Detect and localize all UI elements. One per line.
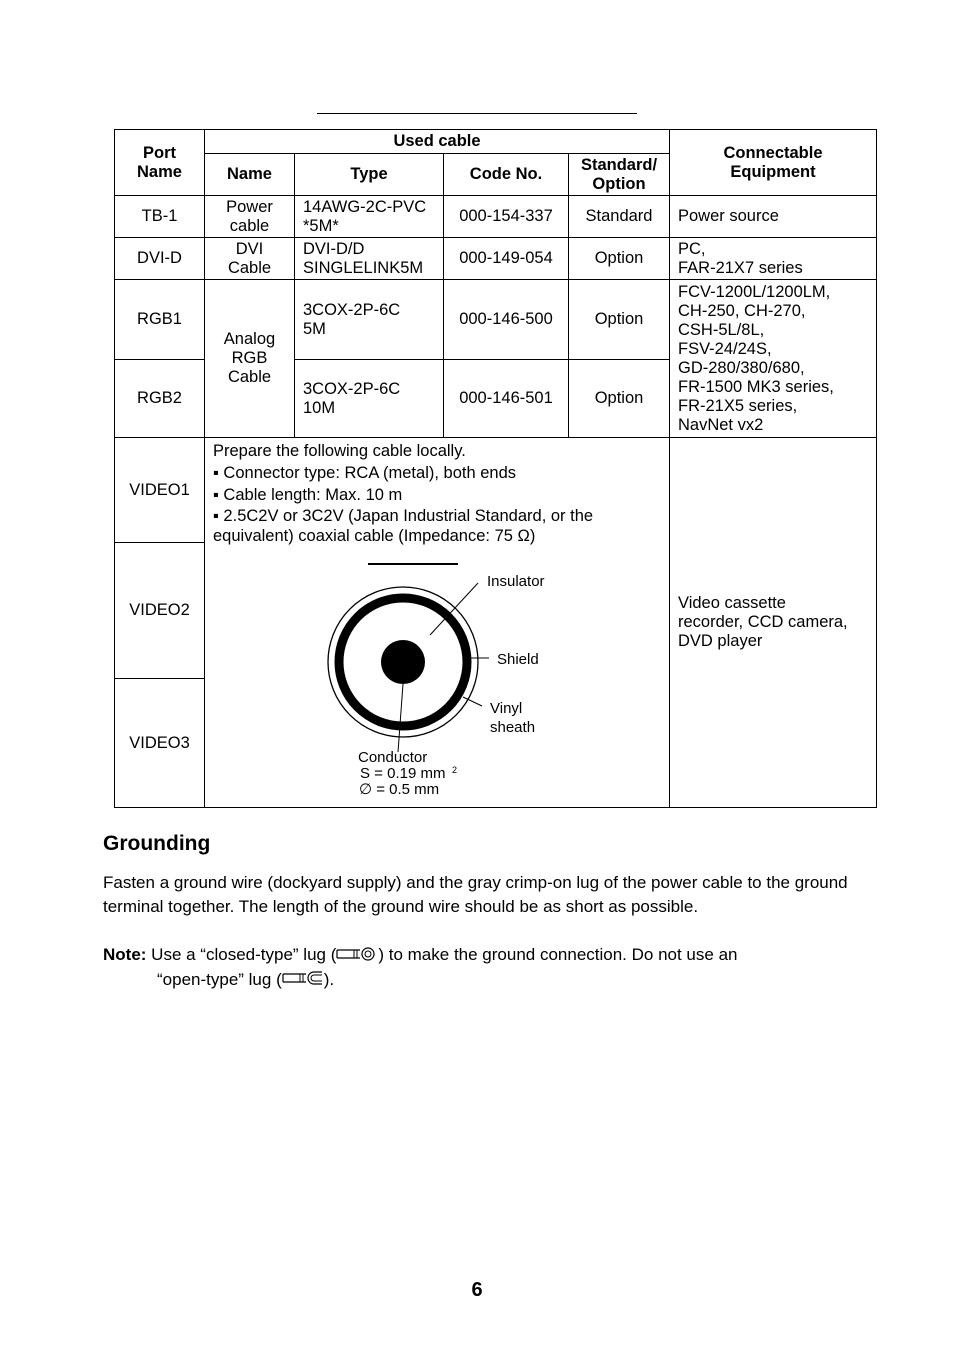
- name-cell: Power cable: [205, 196, 295, 238]
- grounding-note: [103, 943, 893, 992]
- equipment-cell: Power source: [670, 196, 877, 238]
- shield-label: Shield: [497, 651, 539, 668]
- closed-lug-icon: [336, 944, 378, 968]
- std-cell: Option: [569, 360, 670, 438]
- cable-table: [114, 129, 877, 808]
- header-connectable-equipment: Connectable Equipment: [670, 130, 877, 196]
- note-text: Use a “closed-type” lug (: [146, 945, 337, 964]
- table-row: [115, 196, 877, 238]
- port-cell-video1: VIDEO1: [115, 438, 205, 543]
- conductor-diameter: ∅ = 0.5 mm: [359, 781, 440, 798]
- std-cell: Standard: [569, 196, 670, 238]
- code-cell: 000-146-500: [444, 280, 569, 360]
- vinyl-leader: [463, 697, 482, 706]
- header-code-no: Code No.: [444, 154, 569, 196]
- std-cell: Option: [569, 280, 670, 360]
- note-text: “open-type” lug (: [157, 969, 282, 989]
- name-cell: Analog RGB Cable: [205, 280, 295, 438]
- table-row: [115, 238, 877, 280]
- insulator-label: Insulator: [487, 573, 545, 590]
- section-heading: Grounding: [103, 832, 211, 855]
- type-cell: 3COX-2P-6C 10M: [295, 360, 444, 438]
- table-row: [115, 438, 877, 543]
- std-cell: Option: [569, 238, 670, 280]
- area-superscript: 2: [452, 765, 458, 775]
- video-intro: Prepare the following cable locally.: [213, 442, 466, 460]
- header-used-cable: Used cable: [205, 130, 670, 154]
- name-cell: DVI Cable: [205, 238, 295, 280]
- video-bullet: ▪ Cable length: Max. 10 m: [213, 486, 403, 504]
- port-cell: DVI-D: [115, 238, 205, 280]
- header-standard-option: Standard/ Option: [569, 154, 670, 196]
- sheath-label: sheath: [490, 719, 536, 736]
- conductor-leader: [398, 684, 403, 752]
- type-cell: DVI-D/D SINGLELINK5M: [295, 238, 444, 280]
- video-equipment-cell: Video cassette recorder, CCD camera, DVD player: [670, 438, 877, 808]
- port-cell: TB-1: [115, 196, 205, 238]
- port-cell: RGB2: [115, 360, 205, 438]
- note-text: ) to make the ground connection. Do not use an: [378, 945, 738, 964]
- conductor-area: S = 0.19 mm: [360, 765, 446, 782]
- type-cell: 14AWG-2C-PVC *5M*: [295, 196, 444, 238]
- port-cell-video2: VIDEO2: [115, 543, 205, 679]
- equipment-cell: PC, FAR-21X7 series: [670, 238, 877, 280]
- header-name: Name: [205, 154, 295, 196]
- conductor-core: [381, 640, 425, 684]
- grounding-paragraph: Fasten a ground wire (dockyard supply) and the gray crimp-on lug of the power cable to the ground terminal together. The length of the ground wire should be as short as possible.: [103, 873, 848, 916]
- code-cell: 000-146-501: [444, 360, 569, 438]
- vinyl-label: Vinyl: [490, 700, 523, 717]
- video-bullet: ▪ 2.5C2V or 3C2V (Japan Industrial Standard, or the equivalent) coaxial cable (Impedance: 75 Ω): [213, 507, 594, 545]
- page-number: 6: [471, 1279, 483, 1301]
- table-row: [115, 280, 877, 360]
- port-cell-video3: VIDEO3: [115, 679, 205, 808]
- coaxial-cable-diagram: [323, 562, 563, 802]
- equipment-cell: FCV-1200L/1200LM, CH-250, CH-270, CSH-5L/8L, FSV-24/24S, GD-280/380/680, FR-1500 MK3 series, FR-21X5 series, NavNet vx2: [670, 280, 877, 438]
- coax-cross-section: [323, 562, 563, 802]
- conductor-label: Conductor: [358, 749, 428, 766]
- video-cable-info: [205, 438, 670, 808]
- code-cell: 000-154-337: [444, 196, 569, 238]
- note-text: ).: [323, 969, 335, 989]
- header-type: Type: [295, 154, 444, 196]
- open-lug-icon: [282, 968, 324, 992]
- note-label: Note:: [103, 945, 147, 964]
- port-cell: RGB1: [115, 280, 205, 360]
- header-port-name: Port Name: [115, 130, 205, 196]
- top-rule: [317, 113, 637, 114]
- type-cell: 3COX-2P-6C 5M: [295, 280, 444, 360]
- video-bullet: ▪ Connector type: RCA (metal), both ends: [213, 464, 516, 482]
- code-cell: 000-149-054: [444, 238, 569, 280]
